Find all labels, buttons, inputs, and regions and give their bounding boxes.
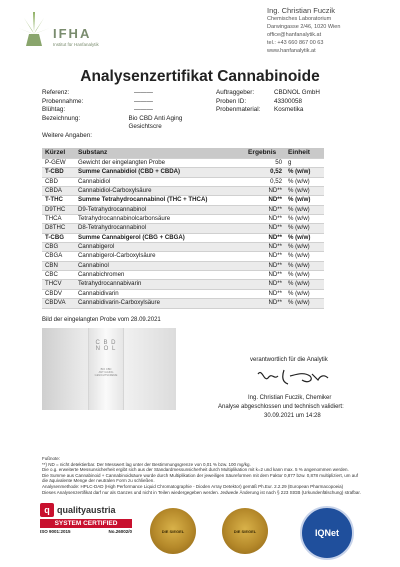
cell-result: ND**	[245, 261, 285, 270]
cell-substance: Cannabidivarin-Carboxylsäure	[75, 299, 245, 308]
bottle-text: ANTI AGING	[98, 371, 114, 374]
cell-result: ND**	[245, 196, 285, 205]
cell-substance: Cannabigerol	[75, 243, 245, 252]
qa-name: qualityaustria	[57, 505, 116, 515]
cell-unit: % (w/w)	[285, 280, 324, 289]
qa-certified: SYSTEM CERTIFIED	[40, 519, 132, 528]
lab-address	[267, 7, 397, 55]
iqnet-logo	[300, 506, 354, 560]
lab-phone: tel.: +43 660 867 00 63	[267, 40, 324, 46]
cell-unit: % (w/w)	[285, 224, 324, 233]
seal-text: DIE SIEGEL	[233, 528, 257, 534]
cell-code: CBDV	[42, 289, 75, 298]
ifha-logo	[14, 10, 54, 55]
cell-result: ND**	[245, 271, 285, 280]
cell-substance: Cannabidiol-Carboxylsäure	[75, 187, 245, 196]
meta-value: 43300058	[274, 97, 303, 105]
table-row	[42, 177, 324, 186]
qa-icon: q	[40, 503, 54, 517]
table-row	[42, 243, 324, 252]
footnote-line: Dieses Analysenzertifikat darf nur als Ganzes und nicht in Teilen wiedergegeben werden. Jedwede Änderung ist nach § 223 StGB (Urkundenfälschung) strafbar.	[42, 489, 361, 495]
table-row	[42, 252, 324, 261]
cell-code: CBDA	[42, 187, 75, 196]
meta-row	[42, 132, 212, 141]
cell-unit: % (w/w)	[285, 243, 324, 252]
meta-value: Kosmetika	[274, 106, 304, 114]
meta-key: Weitere Angaben:	[42, 131, 92, 139]
meta-row	[216, 98, 366, 107]
lab-website[interactable]: www.hanfanalytik.at	[267, 48, 316, 54]
iqnet-text: IQNet	[314, 528, 339, 538]
bottle-text: C B D	[95, 340, 117, 346]
cell-substance: Cannabinol	[75, 261, 245, 270]
footnote-line: Die o.g. erweiterte Messunsicherheit ergibt sich aus der Standardmessunsicherheit durch Multiplikation mit k=2 und kann max. 5 % angenommen werden.	[42, 467, 349, 473]
signature-image	[254, 366, 334, 393]
cell-substance: Cannabidiol	[75, 177, 245, 186]
sample-bottle	[88, 328, 124, 410]
page-title: Analysenzertifikat Cannabinoide	[80, 68, 320, 85]
cell-unit: % (w/w)	[285, 271, 324, 280]
cell-unit: % (w/w)	[285, 215, 324, 224]
cell-unit: g	[285, 159, 324, 168]
cell-code: CBC	[42, 271, 75, 280]
table-row	[42, 159, 324, 168]
table-header-row	[42, 148, 324, 159]
lab-name: Ing. Christian Fuczik	[267, 6, 335, 15]
logo-text: IFHA	[53, 26, 92, 41]
cell-result: 0,52	[245, 177, 285, 186]
footnote-line: Analysenmethode: HPLC-DAD (High Performance Liquid Chromatographie - Dioden Array Detektor) gemäß Ph.Eur. 2.2.29 (European Pharmacopoeia)	[42, 483, 344, 489]
logo-subtitle: Institut für Hanfanalytik	[53, 42, 99, 47]
cell-code: T-THC	[42, 196, 75, 205]
responsible-label: verantwortlich für die Analytik	[250, 357, 328, 363]
meta-key: Bezeichnung:	[42, 114, 81, 122]
meta-row	[216, 89, 366, 98]
lab-line: Chemisches Laboratorium	[267, 16, 332, 22]
cell-result: ND**	[245, 243, 285, 252]
meta-key: Referenz:	[42, 89, 70, 96]
meta-row	[216, 106, 366, 115]
cell-unit: % (w/w)	[285, 289, 324, 298]
meta-value: ———	[134, 89, 153, 96]
column-header: Ergebnis	[245, 148, 285, 159]
meta-key: Probennahme:	[42, 97, 84, 105]
cell-unit: % (w/w)	[285, 261, 324, 270]
cell-unit: % (w/w)	[285, 299, 324, 308]
cell-result: ND**	[245, 205, 285, 214]
meta-row	[42, 115, 212, 132]
meta-key: Auftraggeber:	[216, 89, 255, 96]
column-header: Substanz	[75, 148, 245, 159]
cell-result: ND**	[245, 215, 285, 224]
meta-left	[42, 89, 212, 141]
cell-unit: % (w/w)	[285, 168, 324, 177]
cell-unit: % (w/w)	[285, 252, 324, 261]
cell-code: THCA	[42, 215, 75, 224]
cell-substance: D9-Tetrahydrocannabinol	[75, 205, 245, 214]
meta-row	[42, 106, 212, 115]
table-row	[42, 261, 324, 270]
column-header: Kürzel	[42, 148, 75, 159]
cell-substance: Summe Cannabidiol (CBD + CBDA)	[75, 168, 245, 177]
cell-unit: % (w/w)	[285, 187, 324, 196]
meta-value: ———	[134, 97, 153, 105]
cell-code: CBG	[42, 243, 75, 252]
cell-code: CBGA	[42, 252, 75, 261]
bottle-text: BIO CBD	[100, 368, 112, 371]
cell-code: D9THC	[42, 205, 75, 214]
cell-code: D8THC	[42, 224, 75, 233]
cell-result: ND**	[245, 187, 285, 196]
table-row	[42, 196, 324, 205]
cell-substance: D8-Tetrahydrocannabinol	[75, 224, 245, 233]
table-row	[42, 224, 324, 233]
cell-result: ND**	[245, 224, 285, 233]
cell-code: THCV	[42, 280, 75, 289]
cell-substance: Summe Cannabigerol (CBG + CBGA)	[75, 233, 245, 242]
footnotes	[42, 456, 362, 495]
table-row	[42, 271, 324, 280]
cell-unit: % (w/w)	[285, 177, 324, 186]
cell-code: T-CBD	[42, 168, 75, 177]
meta-key: Proben ID:	[216, 97, 247, 105]
bottle-text: N O L	[95, 346, 117, 352]
cell-unit: % (w/w)	[285, 205, 324, 214]
meta-right	[216, 89, 366, 115]
hemp-leaf-icon	[14, 10, 54, 50]
cell-unit: % (w/w)	[285, 196, 324, 205]
table-row	[42, 299, 324, 308]
cell-code: CBN	[42, 261, 75, 270]
cell-result: 0,52	[245, 168, 285, 177]
cell-substance: Summe Tetrahydrocannabinol (THC + THCA)	[75, 196, 245, 205]
footnote-line: Die Summe aus Cannabinoid + Cannabinoidsäure wurde durch Multiplikation der jeweiligen Säureformen mit dem Faktor 0,877 bzw. 0,878 multipliziert, um auf die äquivalente Menge der neutralen Form zu schließen.	[42, 472, 359, 484]
cell-substance: Cannabidivarin	[75, 289, 245, 298]
cell-substance: Gewicht der eingelangten Probe	[75, 159, 245, 168]
photo-caption: Bild der eingelangten Probe vom 28.09.2021	[42, 317, 161, 323]
lab-line: Darwingasse 2/46, 1020 Wien	[267, 24, 341, 30]
cell-code: CBDVA	[42, 299, 75, 308]
table-row	[42, 289, 324, 298]
qualityaustria-logo	[40, 503, 132, 557]
cell-code: P-GEW	[42, 159, 75, 168]
column-header: Einheit	[285, 148, 324, 159]
cell-result: ND**	[245, 299, 285, 308]
table-row	[42, 168, 324, 177]
qa-iso: ISO 9001:2015	[40, 529, 71, 534]
meta-key: Probenmaterial:	[216, 106, 261, 114]
cell-result: ND**	[245, 252, 285, 261]
meta-value: CBDNOL GmbH	[274, 89, 320, 96]
award-seal-2	[222, 508, 268, 554]
results-table	[42, 148, 324, 309]
validation-line: Analyse abgeschlossen und technisch validiert:	[218, 404, 344, 410]
footnote-title: Fußnote:	[42, 456, 61, 461]
seal-text: DIE SIEGEL	[161, 528, 185, 534]
table-row	[42, 187, 324, 196]
cell-substance: Cannabichromen	[75, 271, 245, 280]
cell-substance: Tetrahydrocannabivarin	[75, 280, 245, 289]
cell-result: ND**	[245, 289, 285, 298]
table-row	[42, 205, 324, 214]
table-row	[42, 233, 324, 242]
meta-value: ———	[134, 106, 153, 114]
cell-unit: % (w/w)	[285, 233, 324, 242]
qa-number: No.26002/0	[108, 529, 132, 534]
lab-email[interactable]: office@hanfanalytik.at	[267, 32, 322, 38]
table-row	[42, 215, 324, 224]
meta-row	[42, 98, 212, 107]
cell-result: 50	[245, 159, 285, 168]
award-seal-1	[150, 508, 196, 554]
validation-date: 30.09.2021 um 14:28	[264, 413, 321, 419]
cell-result: ND**	[245, 233, 285, 242]
meta-key: Blühtag:	[42, 106, 66, 114]
table-row	[42, 280, 324, 289]
cell-code: CBD	[42, 177, 75, 186]
cell-result: ND**	[245, 280, 285, 289]
cell-substance: Cannabigerol-Carboxylsäure	[75, 252, 245, 261]
bottle-text: GESICHTSCREME	[94, 374, 118, 377]
analyst-name: Ing. Christian Fuczik, Chemiker	[248, 395, 332, 401]
cell-substance: Tetrahydrocannabinolcarbonsäure	[75, 215, 245, 224]
footnote-line: **) ND = nicht detektierbar. Der Messwert lag unter der Bestimmungsgrenze von 0,01 % bzw. 100 mg/kg.	[42, 461, 251, 467]
meta-row	[42, 89, 212, 98]
meta-value: Bio CBD Anti Aging Gesichtscre	[128, 114, 183, 131]
cell-code: T-CBG	[42, 233, 75, 242]
